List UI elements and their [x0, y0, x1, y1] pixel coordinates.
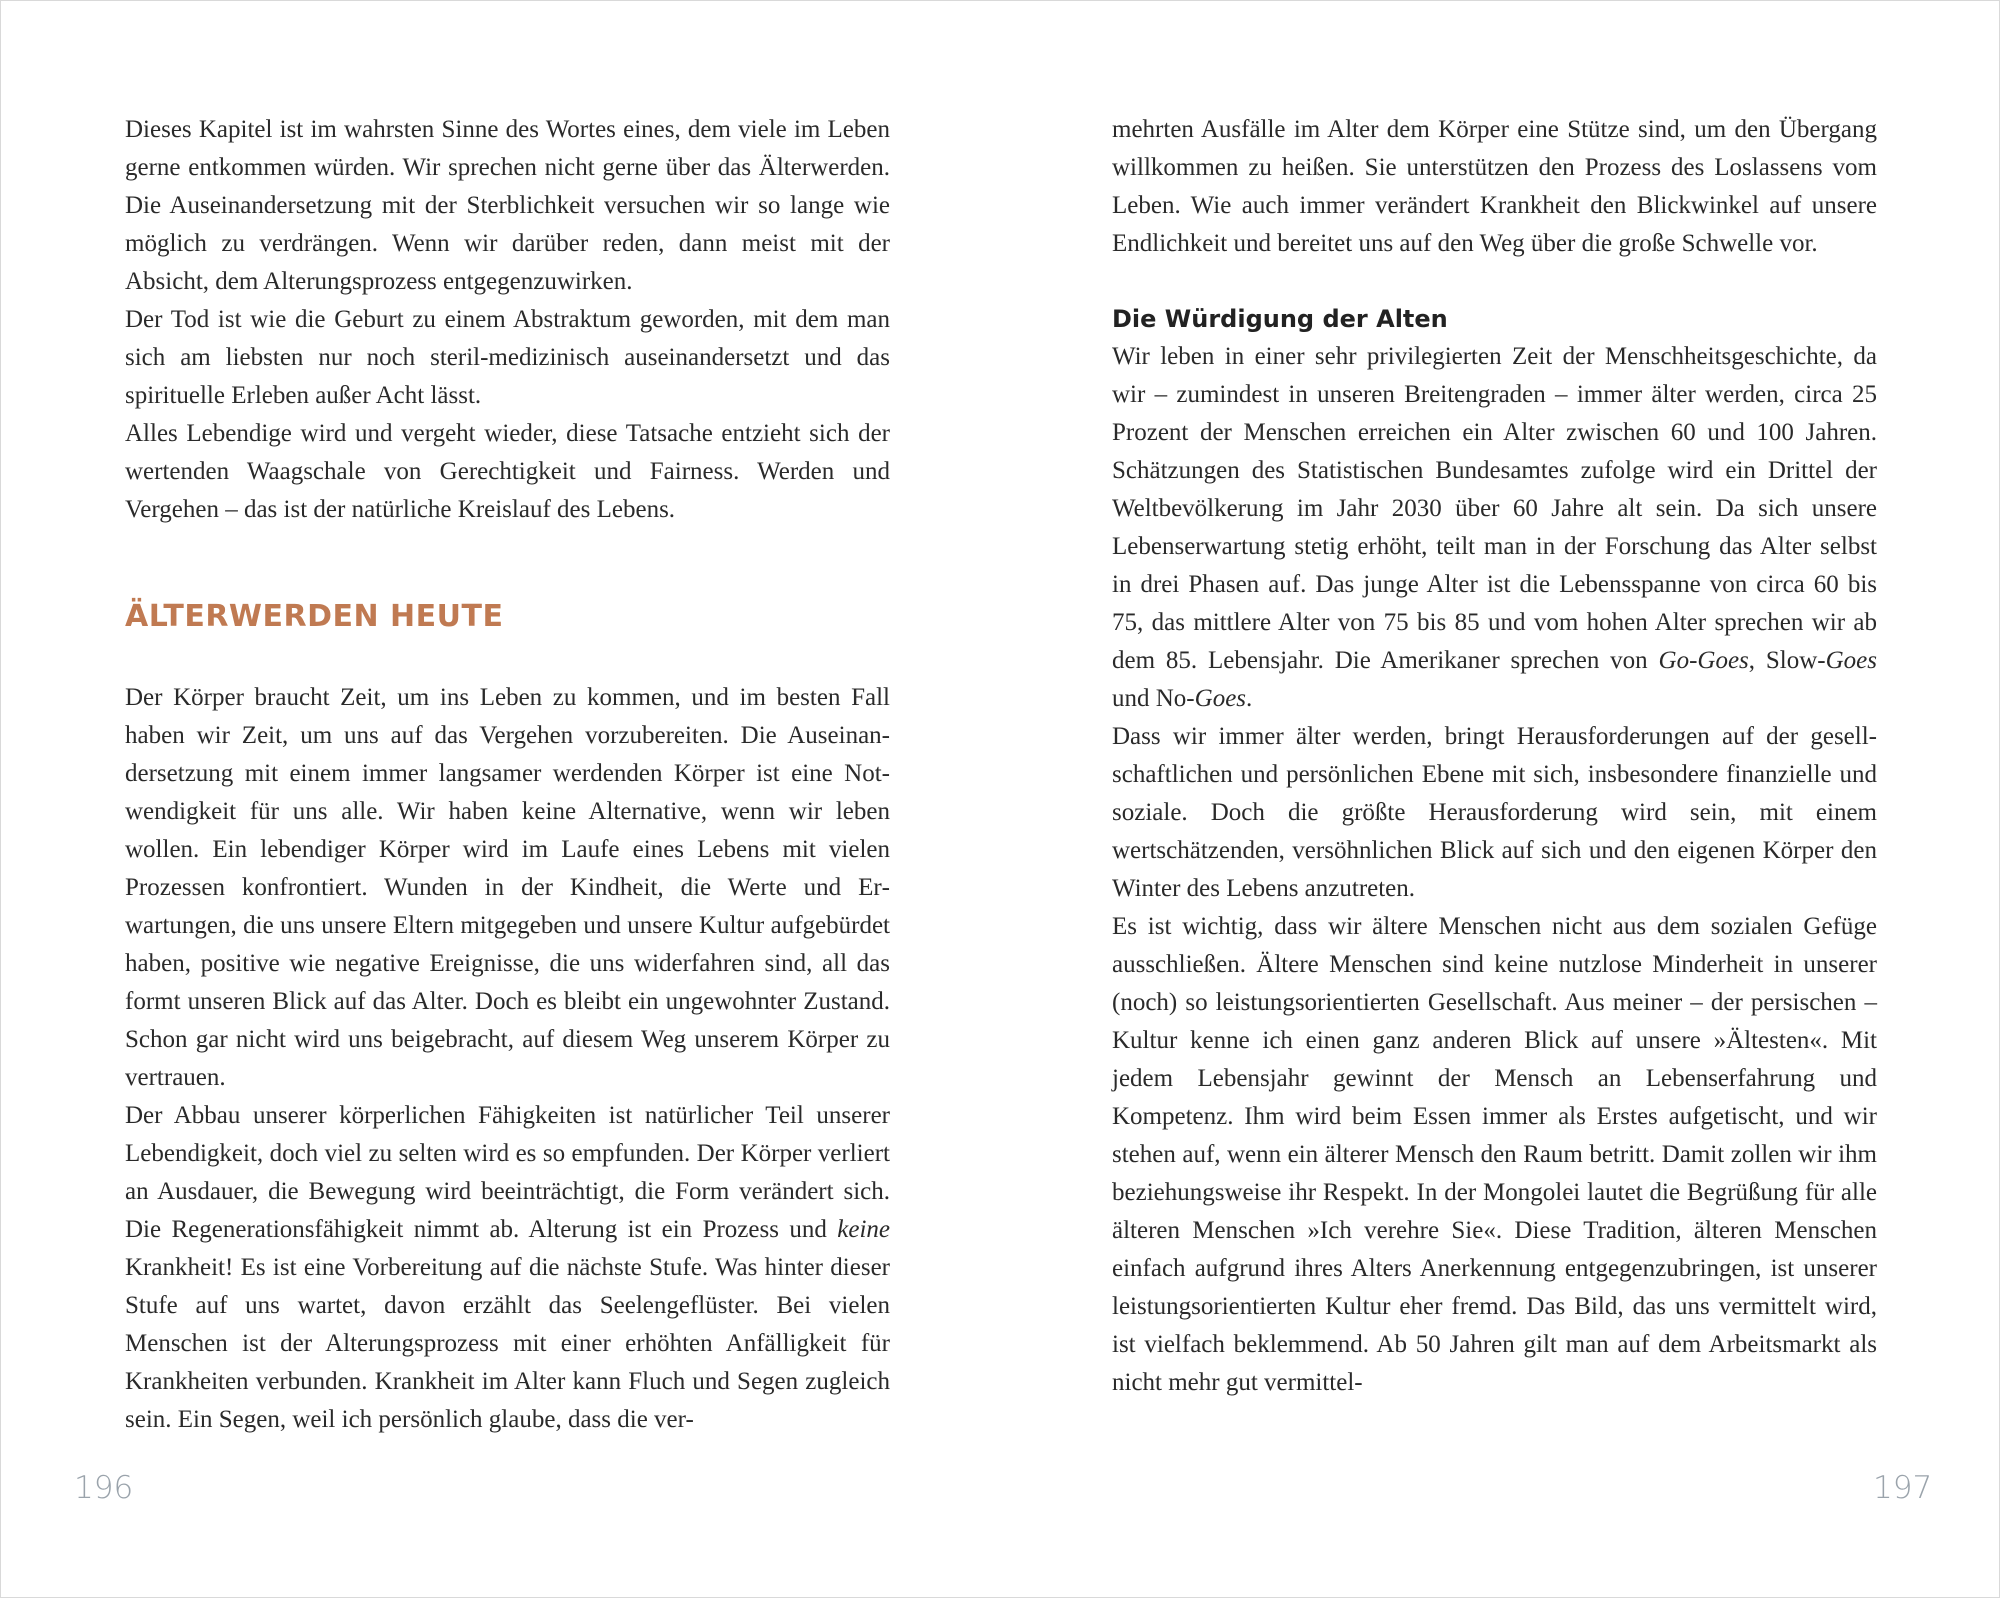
- chapter-heading: ÄLTERWERDEN HEUTE: [125, 599, 504, 634]
- page-number-right: 197: [1873, 1470, 1933, 1506]
- text-run: .: [1246, 685, 1253, 712]
- section-paragraph: [1112, 338, 1877, 718]
- text-run: und No-: [1112, 685, 1195, 712]
- continuation-paragraph: mehrten Ausfälle im Alter dem Körper eine Stütze sind, um den Übergang willkommen zu heißen. Sie unterstützen den Prozess des Loslassens vom Leben. Wie auch immer verändert Krankheit den Blickwinkel auf unsere Endlichkeit und bereitet uns auf den Weg über die große Schwelle vor.: [1112, 116, 1877, 257]
- section-paragraph: Dass wir immer älter werden, bringt Herausforderungen auf der gesellschaftlichen und persönlichen Ebene mit sich, insbesondere finanzielle und soziale. Doch die größte Herausforderung wird sein, mit einem wertschätzenden, versöhnlichen Blick auf sich und den eigenen Körper den Winter des Lebens anzutreten.: [1112, 723, 1877, 902]
- intro-paragraph: Der Tod ist wie die Geburt zu einem Abstraktum geworden, mit dem man sich am liebsten nur noch steril-medizinisch auseinandersetzt und das spirituelle Erleben außer Acht lässt.: [125, 306, 890, 409]
- term-goes: Goes: [1194, 685, 1247, 712]
- text-run: , Slow-: [1748, 647, 1826, 674]
- term-goes: Goes: [1825, 647, 1878, 674]
- body-paragraph: [125, 1097, 890, 1439]
- right-page: [1112, 111, 1877, 1402]
- body-paragraph: Der Körper braucht Zeit, um ins Leben zu kommen, und im besten Fall haben wir Zeit, um uns auf das Vergehen vorzubereiten. Die Auseinandersetzung mit einem immer langsamer werdenden Körper ist eine Notwendigkeit für uns alle. Wir haben keine Alternative, wenn wir leben wollen. Ein lebendiger Körper wird im Laufe eines Lebens mit vielen Prozessen konfrontiert. Wunden in der Kindheit, die Werte und Erwartungen, die uns unsere Eltern mitgegeben und unsere Kultur aufgebürdet haben, positive wie negative Ereignisse, die uns widerfahren sind, all das formt unseren Blick auf das Alter. Doch es bleibt ein ungewohnter Zustand. Schon gar nicht wird uns beigebracht, auf diesem Weg unserem Körper zu vertrauen.: [125, 684, 890, 1091]
- emphasis-text: keine: [837, 1216, 890, 1243]
- text-run: Krankheit! Es ist eine Vorbereitung auf die nächste Stufe. Was hinter dieser Stufe auf uns wartet, davon erzählt das Seelengeflüster. Bei vielen Menschen ist der Alterungsprozess mit einer erhöhten Anfälligkeit für Krankheiten verbunden. Krankheit im Alter kann Fluch und Segen zugleich sein. Ein Segen, weil ich persönlich glaube, dass die ver-: [125, 1254, 890, 1433]
- text-run: Der Abbau unserer körperlichen Fähigkeiten ist natürlicher Teil unserer Lebendigkeit, doch viel zu selten wird es so empfunden. Der Körper verliert an Ausdauer, die Bewegung wird beeinträchtigt, die Form verändert sich. Die Regenerationsfähigkeit nimmt ab. Alterung ist ein Prozess und: [125, 1102, 890, 1243]
- page-number-left: 196: [74, 1470, 134, 1506]
- term-go-goes: Go-Goes: [1658, 647, 1749, 674]
- left-page: [125, 111, 890, 1439]
- intro-paragraph: Dieses Kapitel ist im wahrsten Sinne des Wortes eines, dem viele im Leben gerne entkommen würden. Wir sprechen nicht gerne über das Älterwerden. Die Auseinandersetzung mit der Sterblichkeit versuchen wir so lange wie möglich zu verdrängen. Wenn wir darüber reden, dann meist mit der Absicht, dem Alterungsprozess entgegenzuwirken.: [125, 116, 890, 295]
- section-heading: Die Würdigung der Alten: [1112, 305, 1448, 333]
- text-run: Wir leben in einer sehr privilegierten Zeit der Menschheitsgeschichte, da wir – zumindest in unseren Breitengraden – immer älter werden, circa 25 Prozent der Menschen erreichen ein Alter zwischen 60 und 100 Jahren. Schätzungen des Statistischen Bundesamtes zufolge wird ein Drittel der Weltbevölkerung im Jahr 2030 über 60 Jahre alt sein. Da sich unsere Lebenserwartung stetig erhöht, teilt man in der Forschung das Alter selbst in drei Phasen auf. Das junge Alter ist die Lebensspanne von circa 60 bis 75, das mittlere Alter von 75 bis 85 und vom hohen Alter sprechen wir ab dem 85. Lebensjahr. Die Amerikaner sprechen von: [1112, 343, 1877, 674]
- section-paragraph: Es ist wichtig, dass wir ältere Menschen nicht aus dem sozialen Gefüge ausschließen. Ältere Menschen sind keine nutzlose Minderheit in unserer (noch) so leistungsorientierten Gesellschaft. Aus meiner – der persischen – Kultur kenne ich einen ganz anderen Blick auf unsere »Ältesten«. Mit jedem Lebensjahr gewinnt der Mensch an Lebenserfahrung und Kompetenz. Ihm wird beim Essen immer als Erstes aufgetischt, und wir stehen auf, wenn ein älterer Mensch den Raum betritt. Damit zollen wir ihm beziehungsweise ihr Respekt. In der Mongolei lautet die Begrüßung für alle älteren Menschen »Ich verehre Sie«. Diese Tradition, älteren Menschen einfach aufgrund ihres Alters Anerkennung entgegenzubringen, ist unserer leistungsorientierten Kultur eher fremd. Das Bild, das uns vermittelt wird, ist vielfach beklemmend. Ab 50 Jahren gilt man auf dem Arbeitsmarkt als nicht mehr gut vermittel-: [1112, 913, 1877, 1396]
- intro-paragraph: Alles Lebendige wird und vergeht wieder, diese Tatsache entzieht sich der wertenden Waagschale von Gerechtigkeit und Fairness. Werden und Vergehen – das ist der natürliche Kreislauf des Lebens.: [125, 420, 890, 523]
